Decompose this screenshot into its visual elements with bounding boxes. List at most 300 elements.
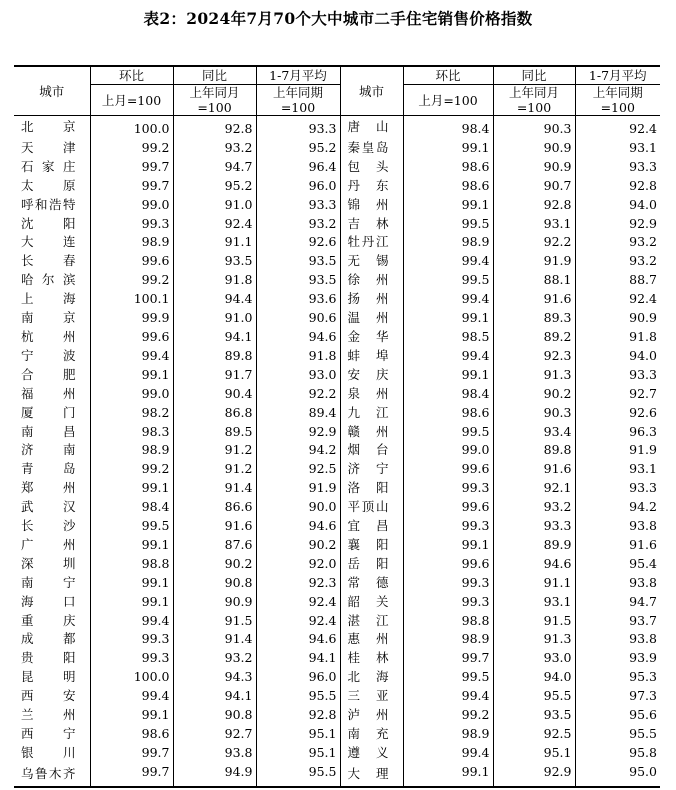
left-mom-cell: 100.0: [90, 668, 173, 687]
left-yoy-cell: 89.5: [173, 423, 256, 442]
right-yoy-cell: 91.5: [493, 612, 575, 631]
table-row: [14, 423, 660, 442]
right-avg-cell: 97.3: [575, 687, 660, 706]
table-row: [14, 612, 660, 631]
left-city-cell: 成都: [21, 631, 76, 647]
right-mom-cell: 99.1: [403, 309, 493, 328]
right-mom-cell: 98.4: [403, 116, 493, 139]
yoy-base-line-1: 上年同月: [189, 85, 240, 100]
right-yoy-cell: 94.0: [493, 668, 575, 687]
left-mom-cell: 99.1: [90, 479, 173, 498]
right-city-cell: 常德: [340, 574, 403, 593]
left-city-cell: 济南: [21, 442, 76, 458]
right-mom-cell: 99.0: [403, 441, 493, 460]
right-avg-cell: 95.5: [575, 725, 660, 744]
left-mom-cell: 99.4: [90, 612, 173, 631]
left-avg-cell: 92.4: [256, 612, 340, 631]
left-avg-cell: 96.0: [256, 177, 340, 196]
right-city-cell: 唐山: [340, 116, 403, 139]
right-avg-cell: 93.8: [575, 574, 660, 593]
right-avg-cell: 91.9: [575, 441, 660, 460]
left-mom-cell: 99.9: [90, 309, 173, 328]
left-city-cell: 合肥: [21, 366, 76, 382]
left-yoy-cell: 91.6: [173, 517, 256, 536]
left-mom-cell: 99.5: [90, 517, 173, 536]
left-avg-cell: 92.2: [256, 385, 340, 404]
left-avg-cell: 92.5: [256, 460, 340, 479]
right-mom-cell: 99.1: [403, 366, 493, 385]
table-row: [14, 328, 660, 347]
right-mom-cell: 99.6: [403, 555, 493, 574]
right-mom-cell: 98.6: [403, 158, 493, 177]
right-yoy-cell: 91.9: [493, 252, 575, 271]
left-city-cell: 长春: [21, 253, 76, 269]
left-mom-cell: 99.1: [90, 706, 173, 725]
right-avg-cell: 92.4: [575, 290, 660, 309]
table-row: [14, 498, 660, 517]
table-body: [14, 116, 660, 787]
right-city-cell: 赣州: [340, 423, 403, 442]
right-city-cell: 吉林: [340, 215, 403, 234]
right-yoy-cell: 92.9: [493, 763, 575, 787]
right-city-cell: 大理: [340, 763, 403, 787]
right-mom-cell: 99.3: [403, 517, 493, 536]
left-city-cell: 重庆: [21, 612, 76, 628]
right-yoy-cell: 91.3: [493, 366, 575, 385]
right-mom-cell: 99.1: [403, 763, 493, 787]
left-avg-cell: 93.3: [256, 196, 340, 215]
table-row: [14, 763, 660, 787]
right-city-cell: 安庆: [340, 366, 403, 385]
right-avg-cell: 95.4: [575, 555, 660, 574]
left-mom-cell: 99.7: [90, 744, 173, 763]
left-mom-cell: 98.9: [90, 441, 173, 460]
table-row: [14, 366, 660, 385]
right-avg-cell: 93.3: [575, 366, 660, 385]
right-city-cell: 包头: [340, 158, 403, 177]
right-yoy-cell: 93.1: [493, 593, 575, 612]
left-yoy-cell: 90.4: [173, 385, 256, 404]
left-yoy-cell: 93.5: [173, 252, 256, 271]
left-mom-cell: 99.4: [90, 347, 173, 366]
table-row: [14, 744, 660, 763]
left-avg-cell: 90.0: [256, 498, 340, 517]
left-mom-cell: 99.0: [90, 196, 173, 215]
avg-base-line-1: 上年同期: [272, 85, 323, 100]
table-row: [14, 158, 660, 177]
right-yoy-cell: 93.1: [493, 215, 575, 234]
left-yoy-cell: 92.8: [173, 116, 256, 139]
left-city-cell: 昆明: [21, 669, 76, 685]
table-row: [14, 347, 660, 366]
right-avg-cell: 94.0: [575, 347, 660, 366]
left-yoy-cell: 93.8: [173, 744, 256, 763]
left-yoy-cell: 91.2: [173, 460, 256, 479]
mom-base-header: 上月=100: [403, 85, 493, 116]
left-city-cell: 沈阳: [21, 215, 76, 231]
left-yoy-cell: 91.7: [173, 366, 256, 385]
right-mom-cell: 99.5: [403, 423, 493, 442]
left-mom-cell: 99.1: [90, 366, 173, 385]
right-avg-cell: 94.0: [575, 196, 660, 215]
right-avg-cell: 95.6: [575, 706, 660, 725]
left-avg-cell: 93.0: [256, 366, 340, 385]
left-mom-cell: 99.3: [90, 215, 173, 234]
yoy-base-line-2: =100: [197, 100, 232, 115]
right-avg-cell: 95.8: [575, 744, 660, 763]
left-city-cell: 厦门: [21, 404, 76, 420]
right-avg-cell: 91.6: [575, 536, 660, 555]
right-mom-cell: 99.7: [403, 649, 493, 668]
left-mom-cell: 98.4: [90, 498, 173, 517]
right-avg-cell: 92.8: [575, 177, 660, 196]
right-mom-cell: 98.9: [403, 233, 493, 252]
yoy-header: 同比: [493, 66, 575, 85]
right-mom-cell: 99.2: [403, 706, 493, 725]
table-row: [14, 668, 660, 687]
table-row: [14, 460, 660, 479]
left-yoy-cell: 94.1: [173, 687, 256, 706]
right-yoy-cell: 92.2: [493, 233, 575, 252]
avg-base-header: [256, 85, 340, 116]
right-avg-cell: 92.6: [575, 404, 660, 423]
right-city-cell: 烟台: [340, 441, 403, 460]
left-city-cell: 天津: [21, 139, 76, 155]
right-city-cell: 湛江: [340, 612, 403, 631]
header-row-1: [14, 66, 660, 85]
left-mom-cell: 99.1: [90, 536, 173, 555]
right-mom-cell: 99.1: [403, 139, 493, 158]
avg-header: 1-7月平均: [256, 66, 340, 85]
left-yoy-cell: 91.0: [173, 196, 256, 215]
left-mom-cell: 99.7: [90, 158, 173, 177]
right-avg-cell: 92.9: [575, 215, 660, 234]
left-avg-cell: 92.3: [256, 574, 340, 593]
avg-header: 1-7月平均: [575, 66, 660, 85]
left-avg-cell: 94.6: [256, 328, 340, 347]
right-city-cell: 泸州: [340, 706, 403, 725]
left-mom-cell: 98.9: [90, 233, 173, 252]
table-row: [14, 574, 660, 593]
left-city-cell: 海口: [21, 593, 76, 609]
left-city-cell: 南宁: [21, 574, 76, 590]
mom-header: 环比: [403, 66, 493, 85]
left-yoy-cell: 90.8: [173, 574, 256, 593]
left-avg-cell: 93.5: [256, 271, 340, 290]
table-row: [14, 177, 660, 196]
right-avg-cell: 95.3: [575, 668, 660, 687]
right-yoy-cell: 91.6: [493, 290, 575, 309]
right-mom-cell: 99.3: [403, 479, 493, 498]
right-city-cell: 济宁: [340, 460, 403, 479]
left-yoy-cell: 94.1: [173, 328, 256, 347]
yoy-base-header: [173, 85, 256, 116]
left-mom-cell: 99.6: [90, 328, 173, 347]
left-city-cell: 银川: [21, 744, 76, 760]
table-row: [14, 385, 660, 404]
right-avg-cell: 94.2: [575, 498, 660, 517]
city-header: 城市: [340, 66, 403, 116]
yoy-base-line-2: =100: [516, 100, 552, 115]
table-row: [14, 233, 660, 252]
table-row: [14, 290, 660, 309]
left-city-cell: 兰州: [21, 707, 76, 723]
right-city-cell: 蚌埠: [340, 347, 403, 366]
left-avg-cell: 96.4: [256, 158, 340, 177]
right-avg-cell: 88.7: [575, 271, 660, 290]
left-mom-cell: 99.6: [90, 252, 173, 271]
left-yoy-cell: 94.3: [173, 668, 256, 687]
left-mom-cell: 98.3: [90, 423, 173, 442]
left-avg-cell: 95.1: [256, 744, 340, 763]
table-row: [14, 630, 660, 649]
right-city-cell: 惠州: [340, 630, 403, 649]
left-city-cell: 郑州: [21, 480, 76, 496]
left-mom-cell: 98.6: [90, 725, 173, 744]
right-avg-cell: 93.2: [575, 252, 660, 271]
right-avg-cell: 93.1: [575, 460, 660, 479]
right-mom-cell: 98.9: [403, 630, 493, 649]
right-avg-cell: 93.1: [575, 139, 660, 158]
left-yoy-cell: 91.4: [173, 630, 256, 649]
right-yoy-cell: 95.5: [493, 687, 575, 706]
table-row: [14, 196, 660, 215]
yoy-base-header: [493, 85, 575, 116]
left-yoy-cell: 95.2: [173, 177, 256, 196]
right-city-cell: 丹东: [340, 177, 403, 196]
left-mom-cell: 100.1: [90, 290, 173, 309]
left-yoy-cell: 92.4: [173, 215, 256, 234]
left-avg-cell: 91.8: [256, 347, 340, 366]
table-row: [14, 116, 660, 139]
left-yoy-cell: 90.2: [173, 555, 256, 574]
left-city-cell: 广州: [21, 536, 76, 552]
left-city-cell: 西宁: [21, 726, 76, 741]
left-yoy-cell: 92.7: [173, 725, 256, 744]
table-row: [14, 517, 660, 536]
right-avg-cell: 93.3: [575, 158, 660, 177]
table-row: [14, 536, 660, 555]
right-city-cell: 洛阳: [340, 479, 403, 498]
left-city-cell: 长沙: [21, 518, 76, 534]
avg-base-line-2: =100: [280, 100, 316, 115]
right-yoy-cell: 92.5: [493, 725, 575, 744]
avg-base-line-1: 上年同期: [592, 85, 643, 100]
left-city-cell: 哈尔滨: [21, 272, 76, 288]
right-city-cell: 秦皇岛: [340, 139, 403, 158]
left-city-cell: 石家庄: [21, 158, 76, 174]
right-yoy-cell: 95.1: [493, 744, 575, 763]
left-avg-cell: 94.1: [256, 649, 340, 668]
left-avg-cell: 95.5: [256, 763, 340, 787]
right-city-cell: 温州: [340, 309, 403, 328]
left-avg-cell: 95.2: [256, 139, 340, 158]
left-avg-cell: 92.9: [256, 423, 340, 442]
right-mom-cell: 99.5: [403, 271, 493, 290]
right-avg-cell: 92.7: [575, 385, 660, 404]
right-mom-cell: 99.6: [403, 498, 493, 517]
right-city-cell: 南充: [340, 725, 403, 744]
left-avg-cell: 95.1: [256, 725, 340, 744]
left-avg-cell: 95.5: [256, 687, 340, 706]
right-yoy-cell: 91.6: [493, 460, 575, 479]
left-city-cell: 福州: [21, 385, 76, 401]
left-avg-cell: 92.4: [256, 593, 340, 612]
left-avg-cell: 96.0: [256, 668, 340, 687]
left-yoy-cell: 91.4: [173, 479, 256, 498]
right-avg-cell: 90.9: [575, 309, 660, 328]
right-city-cell: 泉州: [340, 385, 403, 404]
right-avg-cell: 92.4: [575, 116, 660, 139]
table-row: [14, 649, 660, 668]
left-yoy-cell: 94.7: [173, 158, 256, 177]
left-mom-cell: 99.1: [90, 593, 173, 612]
left-mom-cell: 99.7: [90, 177, 173, 196]
mom-header: 环比: [90, 66, 173, 85]
left-avg-cell: 94.6: [256, 517, 340, 536]
left-yoy-cell: 91.5: [173, 612, 256, 631]
left-yoy-cell: 87.6: [173, 536, 256, 555]
right-avg-cell: 93.9: [575, 649, 660, 668]
right-yoy-cell: 92.1: [493, 479, 575, 498]
right-yoy-cell: 93.3: [493, 517, 575, 536]
right-city-cell: 无锡: [340, 252, 403, 271]
page-title: 表2：2024年7月70个大中城市二手住宅销售价格指数: [143, 9, 533, 28]
right-yoy-cell: 90.3: [493, 116, 575, 139]
left-yoy-cell: 93.2: [173, 139, 256, 158]
left-avg-cell: 93.5: [256, 252, 340, 271]
left-yoy-cell: 90.8: [173, 706, 256, 725]
right-city-cell: 三亚: [340, 687, 403, 706]
right-city-cell: 桂林: [340, 649, 403, 668]
right-yoy-cell: 90.9: [493, 139, 575, 158]
left-avg-cell: 93.3: [256, 116, 340, 139]
right-yoy-cell: 93.4: [493, 423, 575, 442]
left-mom-cell: 99.4: [90, 687, 173, 706]
left-mom-cell: 99.2: [90, 139, 173, 158]
left-avg-cell: 90.2: [256, 536, 340, 555]
right-yoy-cell: 92.8: [493, 196, 575, 215]
right-yoy-cell: 90.7: [493, 177, 575, 196]
right-avg-cell: 96.3: [575, 423, 660, 442]
table-row: [14, 139, 660, 158]
left-city-cell: 宁波: [21, 347, 76, 363]
table-row: [14, 706, 660, 725]
right-city-cell: 岳阳: [340, 555, 403, 574]
right-yoy-cell: 92.3: [493, 347, 575, 366]
right-mom-cell: 98.8: [403, 612, 493, 631]
left-yoy-cell: 93.2: [173, 649, 256, 668]
left-mom-cell: 100.0: [90, 116, 173, 139]
left-yoy-cell: 91.1: [173, 233, 256, 252]
table-row: [14, 441, 660, 460]
right-mom-cell: 99.4: [403, 290, 493, 309]
price-index-table: [14, 65, 660, 788]
left-city-cell: 北京: [21, 119, 76, 134]
avg-base-line-2: =100: [600, 100, 635, 115]
left-mom-cell: 99.7: [90, 763, 173, 787]
left-yoy-cell: 86.8: [173, 404, 256, 423]
right-avg-cell: 95.0: [575, 763, 660, 787]
table-row: [14, 725, 660, 744]
right-city-cell: 九江: [340, 404, 403, 423]
right-city-cell: 平顶山: [340, 498, 403, 517]
right-mom-cell: 99.6: [403, 460, 493, 479]
right-yoy-cell: 91.3: [493, 630, 575, 649]
right-yoy-cell: 94.6: [493, 555, 575, 574]
left-city-cell: 太原: [21, 177, 76, 193]
right-yoy-cell: 93.0: [493, 649, 575, 668]
right-city-cell: 扬州: [340, 290, 403, 309]
left-avg-cell: 92.8: [256, 706, 340, 725]
right-avg-cell: 93.7: [575, 612, 660, 631]
left-city-cell: 呼和浩特: [21, 196, 76, 212]
table-row: [14, 404, 660, 423]
left-avg-cell: 92.0: [256, 555, 340, 574]
yoy-header: 同比: [173, 66, 256, 85]
table-row: [14, 309, 660, 328]
left-avg-cell: 90.6: [256, 309, 340, 328]
right-mom-cell: 99.5: [403, 668, 493, 687]
right-yoy-cell: 88.1: [493, 271, 575, 290]
right-mom-cell: 99.4: [403, 687, 493, 706]
right-mom-cell: 99.1: [403, 536, 493, 555]
left-city-cell: 贵阳: [21, 650, 76, 666]
right-mom-cell: 98.6: [403, 177, 493, 196]
left-mom-cell: 99.1: [90, 574, 173, 593]
right-mom-cell: 99.1: [403, 196, 493, 215]
table-row: [14, 271, 660, 290]
left-city-cell: 上海: [21, 291, 76, 307]
right-mom-cell: 99.5: [403, 215, 493, 234]
left-mom-cell: 99.2: [90, 271, 173, 290]
table-row: [14, 252, 660, 271]
left-yoy-cell: 90.9: [173, 593, 256, 612]
table-row: [14, 687, 660, 706]
left-avg-cell: 94.6: [256, 630, 340, 649]
header-row-2: [14, 85, 660, 116]
left-avg-cell: 89.4: [256, 404, 340, 423]
left-avg-cell: 91.9: [256, 479, 340, 498]
left-mom-cell: 98.8: [90, 555, 173, 574]
right-avg-cell: 93.8: [575, 630, 660, 649]
right-mom-cell: 98.4: [403, 385, 493, 404]
left-city-cell: 青岛: [21, 461, 76, 477]
left-mom-cell: 99.0: [90, 385, 173, 404]
left-city-cell: 南昌: [21, 423, 76, 439]
left-avg-cell: 94.2: [256, 441, 340, 460]
left-city-cell: 大连: [21, 234, 76, 250]
table-row: [14, 555, 660, 574]
left-yoy-cell: 94.9: [173, 763, 256, 787]
right-yoy-cell: 89.2: [493, 328, 575, 347]
left-yoy-cell: 91.8: [173, 271, 256, 290]
right-mom-cell: 99.4: [403, 744, 493, 763]
right-yoy-cell: 89.8: [493, 441, 575, 460]
right-yoy-cell: 93.2: [493, 498, 575, 517]
right-yoy-cell: 89.3: [493, 309, 575, 328]
right-mom-cell: 98.9: [403, 725, 493, 744]
right-mom-cell: 99.3: [403, 593, 493, 612]
right-avg-cell: 91.8: [575, 328, 660, 347]
right-city-cell: 北海: [340, 668, 403, 687]
right-yoy-cell: 93.5: [493, 706, 575, 725]
right-yoy-cell: 90.9: [493, 158, 575, 177]
right-yoy-cell: 90.2: [493, 385, 575, 404]
left-city-cell: 杭州: [21, 328, 76, 344]
right-yoy-cell: 91.1: [493, 574, 575, 593]
right-mom-cell: 98.6: [403, 404, 493, 423]
